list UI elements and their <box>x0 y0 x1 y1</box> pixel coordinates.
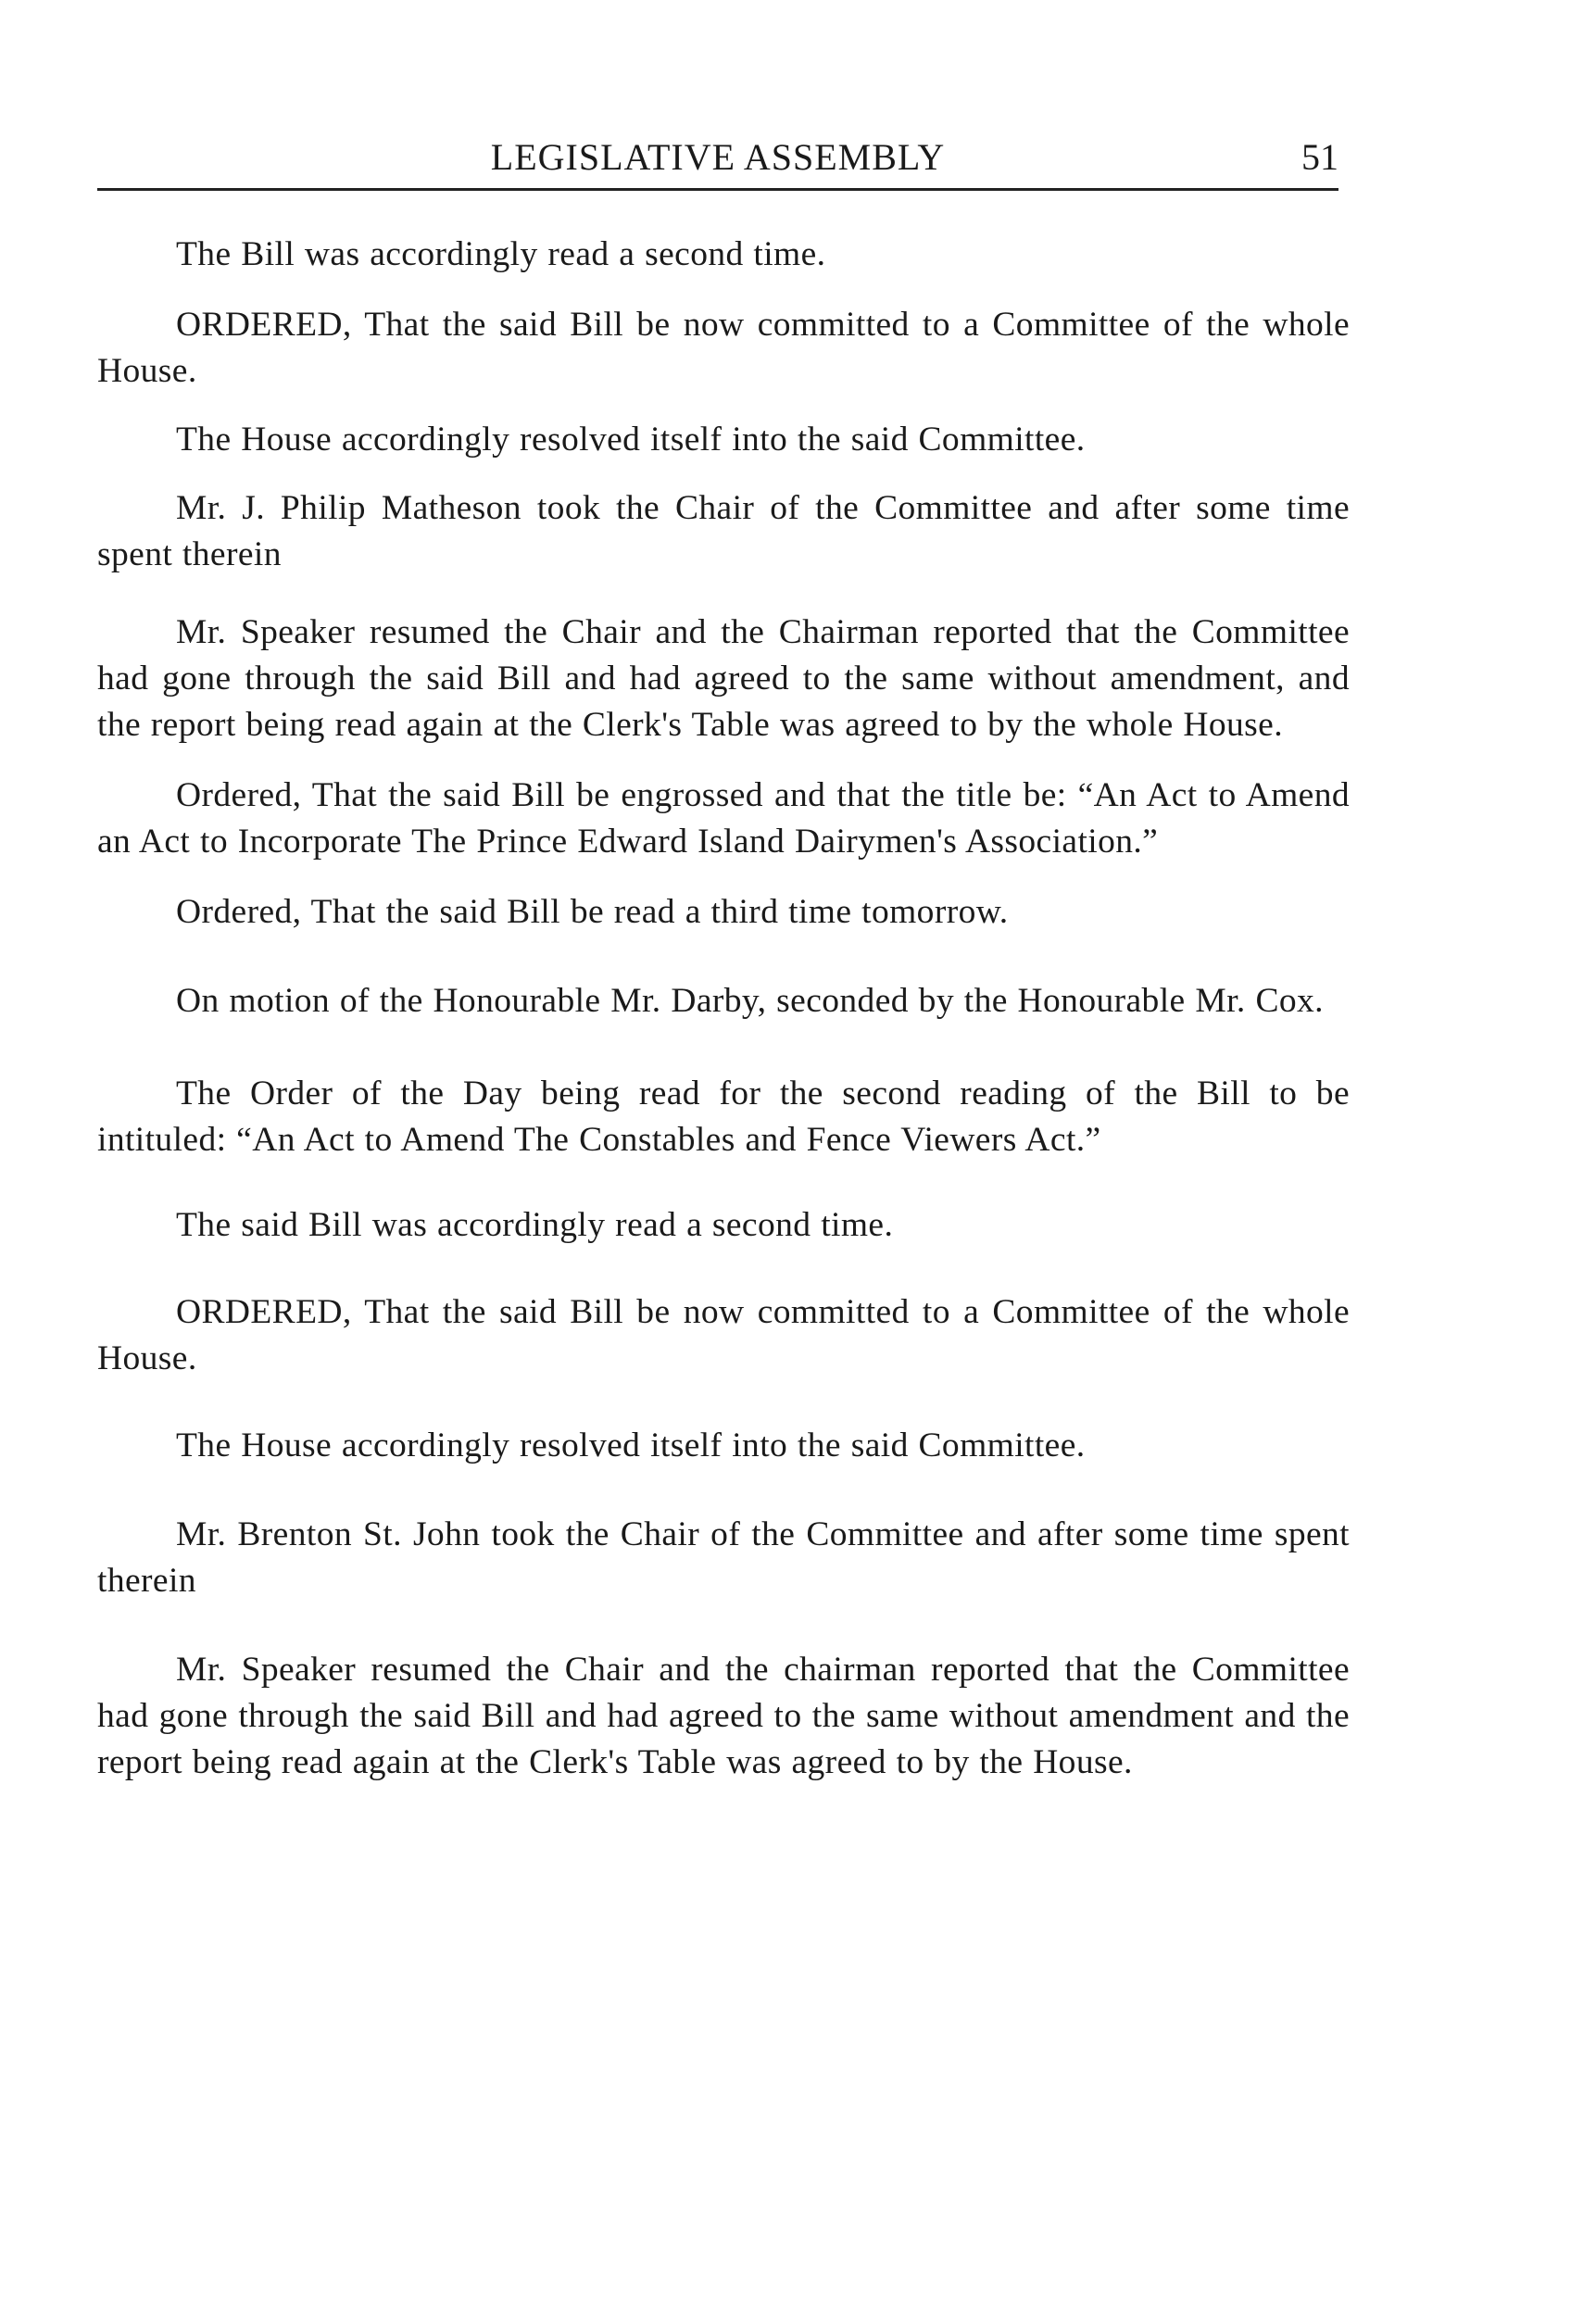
page-number: 51 <box>1301 136 1338 178</box>
paragraph: Ordered, That the said Bill be engrossed and that the title be: “An Act to Amend an Act to Incorporate The Prince Edward Island Dairymen's Association.” <box>97 776 1350 861</box>
paragraph: The House accordingly resolved itself into the said Committee. <box>176 1427 1086 1464</box>
paragraph: ORDERED, That the said Bill be now committed to a Committee of the whole House. <box>97 306 1350 390</box>
paragraph: Mr. Speaker resumed the Chair and the Chairman reported that the Committee had gone through the said Bill and had agreed to the same without amendment, and the report being read again at the Clerk's Table was agreed to by the whole House. <box>97 613 1350 744</box>
paragraph: The Bill was accordingly read a second time. <box>176 235 826 273</box>
header-title: LEGISLATIVE ASSEMBLY <box>490 136 946 178</box>
paragraph: The said Bill was accordingly read a second time. <box>176 1206 894 1244</box>
paragraph: The Order of the Day being read for the second reading of the Bill to be intituled: “An Act to Amend The Constables and Fence Viewers Act.” <box>97 1075 1350 1159</box>
paragraph: Mr. Speaker resumed the Chair and the chairman reported that the Committee had gone through the said Bill and had agreed to the same without amendment and the report being read again at the Clerk's Table was agreed to by the House. <box>97 1651 1350 1781</box>
paragraph: Mr. J. Philip Matheson took the Chair of the Committee and after some time spent therein <box>97 489 1350 573</box>
paragraph: Ordered, That the said Bill be read a third time tomorrow. <box>176 893 1009 931</box>
document-body <box>97 232 1350 1786</box>
paragraph: On motion of the Honourable Mr. Darby, seconded by the Honourable Mr. Cox. <box>176 982 1324 1020</box>
header-rule <box>97 188 1338 191</box>
paragraph: ORDERED, That the said Bill be now committed to a Committee of the whole House. <box>97 1293 1350 1377</box>
paragraph: Mr. Brenton St. John took the Chair of the Committee and after some time spent therein <box>97 1515 1350 1600</box>
running-header <box>97 130 1338 185</box>
paragraph: The House accordingly resolved itself into the said Committee. <box>176 421 1086 459</box>
